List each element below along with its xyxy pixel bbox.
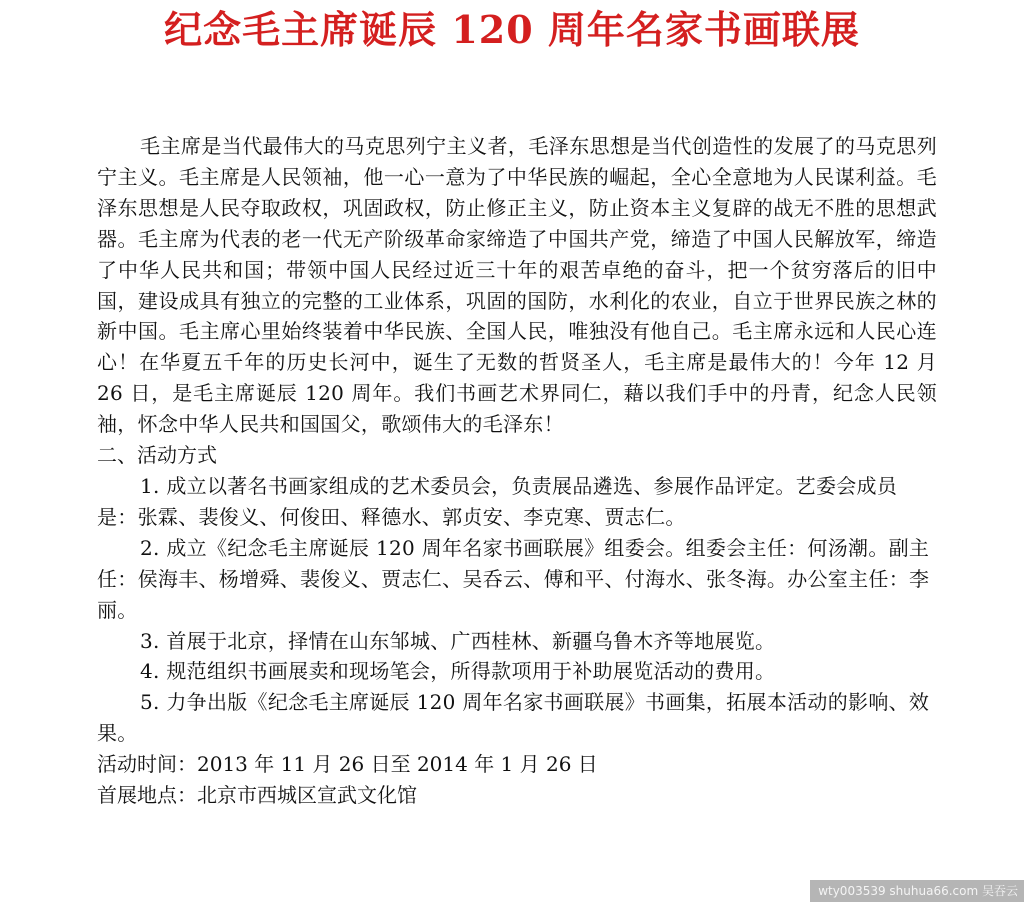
document-body — [97, 131, 937, 811]
activity-time: 活动时间：2013 年 11 月 26 日至 2014 年 1 月 26 日 — [97, 752, 598, 777]
section-heading: 二、活动方式 — [97, 443, 217, 468]
list-item: 2. 成立《纪念毛主席诞辰 120 周年名家书画联展》组委会。组委会主任：何汤潮。副主任：侯海丰、杨增舜、裴俊义、贾志仁、吴呑云、傅和平、付海水、张冬海。办公室主任：李丽。 — [97, 535, 930, 622]
intro-paragraph: 毛主席是当代最伟大的马克思列宁主义者，毛泽东思想是当代创造性的发展了的马克思列宁主义。毛主席是人民领袖，他一心一意为了中华民族的崛起，全心全意地为人民谋利益。毛泽东思想是人民夺取政权，巩固政权，防止修正主义，防止资本主义复辟的战无不胜的思想武器。毛主席为代表的老一代无产阶级革命家缔造了中国共产党，缔造了中国人民解放军，缔造了中华人民共和国；带领中国人民经过近三十年的艰苦卓绝的奋斗，把一个贫穷落后的旧中国，建设成具有独立的完整的工业体系，巩固的国防，水利化的农业，自立于世界民族之林的新中国。毛主席心里始终装着中华民族、全国人民，唯独没有他自己。毛主席永远和人民心连心！在华夏五千年的历史长河中，诞生了无数的哲贤圣人，毛主席是最伟大的！今年 12 月 26 日，是毛主席诞辰 120 周年。我们书画艺术界同仁，藉以我们手中的丹青，纪念人民领袖，怀念中华人民共和国国父，歌颂伟大的毛泽东！ — [97, 134, 937, 437]
watermark: wty003539 shuhua66.com 吴吞云 — [810, 880, 1024, 902]
venue: 首展地点：北京市西城区宣武文化馆 — [97, 783, 417, 808]
list-item: 1. 成立以著名书画家组成的艺术委员会，负责展品遴选、参展作品评定。艺委会成员是：张霖、裴俊义、何俊田、释德水、郭贞安、李克寒、贾志仁。 — [97, 473, 898, 529]
list-item: 3. 首展于北京，择情在山东邹城、广西桂林、新疆乌鲁木齐等地展览。 — [140, 628, 776, 653]
document-title: 纪念毛主席诞辰 120 周年名家书画联展 — [164, 7, 860, 52]
list-item: 5. 力争出版《纪念毛主席诞辰 120 周年名家书画联展》书画集，拓展本活动的影响、效果。 — [97, 690, 930, 746]
list-item: 4. 规范组织书画展卖和现场笔会，所得款项用于补助展览活动的费用。 — [140, 659, 776, 684]
